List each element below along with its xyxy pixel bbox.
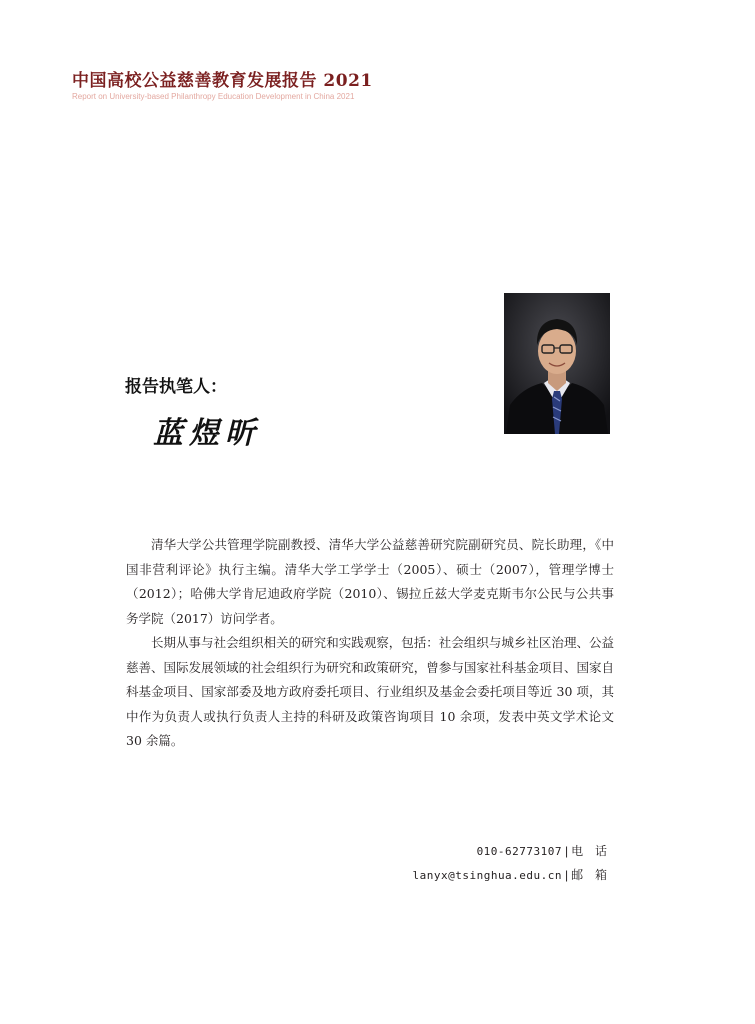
email-label: 邮 箱 [571,868,611,882]
report-subtitle: Report on University-based Philanthropy Education Development in China 2021 [72,92,355,101]
bio-paragraph: 清华大学公共管理学院副教授、清华大学公益慈善研究院副研究员、院长助理，《中国非营利评论》执行主编。清华大学工学学士（2005）、硕士（2007），管理学博士（2012）；哈佛大学肯尼迪政府学院（2010）、锡拉丘兹大学麦克斯韦尔公民与公共事务学院（2017）访问学者。 [126,537,614,626]
separator: | [565,868,569,882]
bio-paragraph: 长期从事与社会组织相关的研究和实践观察，包括：社会组织与城乡社区治理、公益慈善、国际发展领域的社会组织行为研究和政策研究，曾参与国家社科基金项目、国家自科基金项目、国家部委及地方政府委托项目、行业组织及基金会委托项目等近 30 项，其中作为负责人或执行负责人主持的科研及政策咨询项目 10 余项，发表中英文学术论文 30 余篇。 [126,635,614,748]
contact-phone [271,842,611,859]
author-portrait [504,293,610,434]
phone-number: 010-62773107 [476,845,563,858]
email-address[interactable]: lanyx@tsinghua.edu.cn [412,869,563,882]
contact-email [271,866,611,883]
author-bio [126,533,614,754]
author-label: 报告执笔人： [125,377,227,397]
report-title: 中国高校公益慈善教育发展报告 2021 [72,71,373,91]
separator: | [565,844,569,858]
author-name: 蓝煜昕 [153,416,261,451]
phone-label: 电 话 [571,844,611,858]
